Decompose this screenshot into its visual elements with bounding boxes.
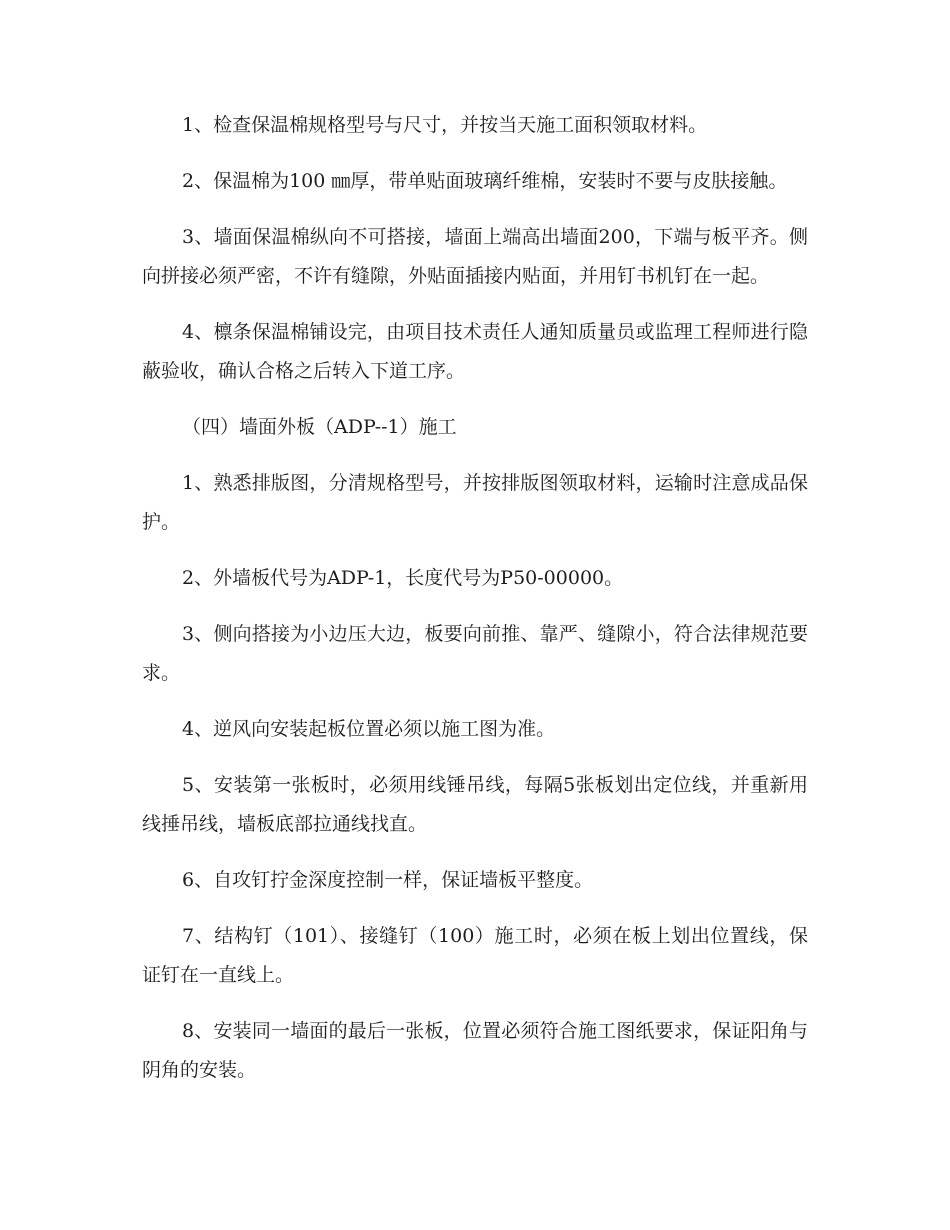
section-paragraph-5: 5、安装第一张板时，必须用线锤吊线，每隔5张板划出定位线，并重新用线捶吊线，墙板底部拉通线找直。 xyxy=(142,774,808,835)
section-paragraph-6: 6、自攻钉拧金深度控制一样，保证墙板平整度。 xyxy=(182,869,594,891)
section-paragraph-7: 7、结构钉（101）、接缝钉（100）施工时，必须在板上划出位置线，保证钉在一直线上。 xyxy=(142,925,808,986)
document-body xyxy=(142,106,808,1107)
paragraph-2: 2、保温棉为100 ㎜厚，带单贴面玻璃纤维棉，安装时不要与皮肤接触。 xyxy=(182,170,788,192)
section-paragraph-1: 1、熟悉排版图，分清规格型号，并按排版图领取材料，运输时注意成品保护。 xyxy=(142,472,808,533)
section-paragraph-4: 4、逆风向安装起板位置必须以施工图为准。 xyxy=(182,718,556,740)
paragraph-3: 3、墙面保温棉纵向不可搭接，墙面上端高出墙面200，下端与板平齐。侧向拼接必须严密，不许有缝隙，外贴面插接内贴面，并用钉书机钉在一起。 xyxy=(142,226,808,287)
paragraph-1: 1、检查保温棉规格型号与尺寸，并按当天施工面积领取材料。 xyxy=(182,114,708,136)
paragraph-4: 4、檩条保温棉铺设完，由项目技术责任人通知质量员或监理工程师进行隐蔽验收，确认合格之后转入下道工序。 xyxy=(142,321,808,382)
section-paragraph-8: 8、安装同一墙面的最后一张板，位置必须符合施工图纸要求，保证阳角与阴角的安装。 xyxy=(142,1020,808,1081)
section-paragraph-2: 2、外墙板代号为ADP-1，长度代号为P50-00000。 xyxy=(182,567,624,589)
section-paragraph-3: 3、侧向搭接为小边压大边，板要向前推、靠严、缝隙小，符合法律规范要求。 xyxy=(142,623,808,684)
section-heading: （四）墙面外板（ADP--1）施工 xyxy=(182,416,457,438)
